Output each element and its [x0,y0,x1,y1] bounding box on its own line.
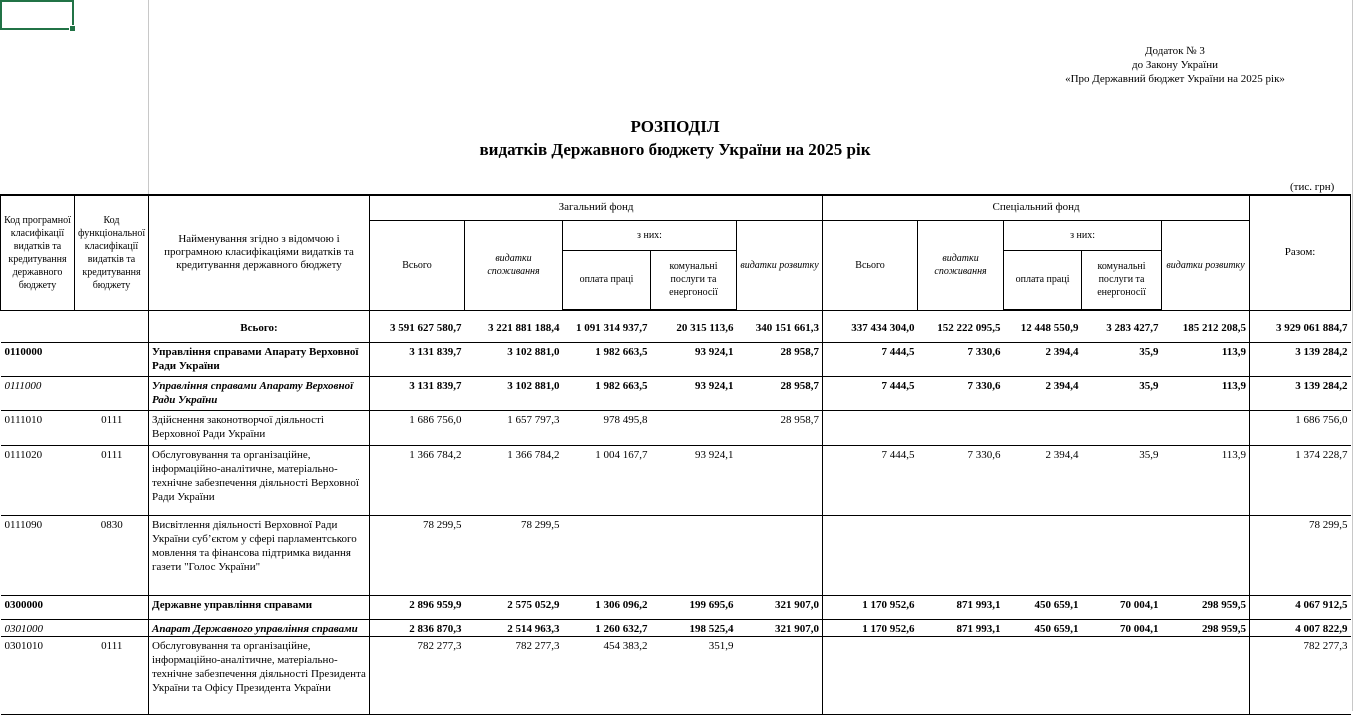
value-cell: 93 924,1 [651,376,737,410]
value-cell [918,515,1004,595]
value-cell: 113,9 [1162,342,1250,376]
value-cell: 1 982 663,5 [563,342,651,376]
value-cell: 35,9 [1082,342,1162,376]
value-cell: 1 306 096,2 [563,595,651,619]
value-cell: 198 525,4 [651,619,737,636]
value-cell: 321 907,0 [737,595,823,619]
header-sf-total: Всього [823,220,918,310]
table-row [1,515,1351,595]
value-cell: 337 434 304,0 [823,310,918,342]
value-cell: 782 277,3 [370,636,465,714]
header-sf-utilities: комунальні послуги та енергоносії [1082,250,1162,310]
value-cell: 35,9 [1082,445,1162,515]
value-cell: 113,9 [1162,445,1250,515]
value-cell: 78 299,5 [1250,515,1351,595]
value-cell: 1 366 784,2 [465,445,563,515]
header-sf-of-which: з них: [1004,220,1162,250]
value-cell: 1 091 314 937,7 [563,310,651,342]
row-name-cell: Державне управління справами [149,595,370,619]
value-cell: 3 283 427,7 [1082,310,1162,342]
value-cell: 4 007 822,9 [1250,619,1351,636]
header-sf-development: видатки розвитку [1162,220,1250,310]
table-row [1,310,1351,342]
value-cell: 1 004 167,7 [563,445,651,515]
value-cell: 2 394,4 [1004,342,1082,376]
value-cell: 298 959,5 [1162,619,1250,636]
value-cell: 871 993,1 [918,595,1004,619]
value-cell: 450 659,1 [1004,595,1082,619]
value-cell: 782 277,3 [1250,636,1351,714]
value-cell: 7 330,6 [918,342,1004,376]
value-cell: 2 394,4 [1004,445,1082,515]
program-code-cell: 0301010 [1,636,75,714]
value-cell: 351,9 [651,636,737,714]
addendum-line-3: «Про Державний бюджет України на 2025 рік» [1065,73,1285,85]
value-cell: 7 444,5 [823,342,918,376]
table-row [1,619,1351,636]
value-cell [1082,410,1162,445]
functional-code-cell [75,619,149,636]
value-cell [1082,515,1162,595]
row-name-cell: Здійснення законотворчої діяльності Верховної Ради України [149,410,370,445]
table-row [1,410,1351,445]
value-cell: 3 221 881 188,4 [465,310,563,342]
value-cell [1162,515,1250,595]
header-gf-consumption: видатки споживання [465,220,563,310]
value-cell: 3 131 839,7 [370,342,465,376]
header-functional-code: Код функціональної класифікації видатків та кредитування бюджету [75,195,149,310]
value-cell: 78 299,5 [370,515,465,595]
program-code-cell: 0301000 [1,619,75,636]
document-title: РОЗПОДІЛ [630,117,720,136]
row-name-cell: Обслуговування та організаційне, інформаційно-аналітичне, матеріально-технічне забезпечення діяльності Верховної Ради України [149,445,370,515]
header-gf-development: видатки розвитку [737,220,823,310]
value-cell: 298 959,5 [1162,595,1250,619]
header-gf-of-which: з них: [563,220,737,250]
header-gf-total: Всього [370,220,465,310]
value-cell [651,515,737,595]
value-cell: 7 444,5 [823,445,918,515]
value-cell [1162,410,1250,445]
header-grand-total: Разом: [1250,195,1351,310]
value-cell: 70 004,1 [1082,619,1162,636]
fill-handle[interactable] [69,25,76,32]
value-cell: 199 695,6 [651,595,737,619]
value-cell: 1 170 952,6 [823,595,918,619]
header-special-fund: Спеціальний фонд [823,195,1250,220]
value-cell [1162,636,1250,714]
program-code-cell: 0111000 [1,376,75,410]
value-cell [563,515,651,595]
value-cell: 3 102 881,0 [465,342,563,376]
header-name: Найменування згідно з відомчою і програмною класифікаціями видатків та кредитування державного бюджету [149,195,370,310]
units-label: (тис. грн) [1290,181,1335,193]
value-cell: 93 924,1 [651,445,737,515]
value-cell: 2 514 963,3 [465,619,563,636]
value-cell [918,636,1004,714]
program-code-cell: 0111020 [1,445,75,515]
value-cell: 1 366 784,2 [370,445,465,515]
grid-column-line [1352,0,1353,711]
budget-table-body [1,310,1351,714]
value-cell: 1 260 632,7 [563,619,651,636]
addendum-note [1050,44,1300,86]
selected-cell[interactable] [0,0,74,30]
value-cell: 3 929 061 884,7 [1250,310,1351,342]
row-name-cell: Всього: [149,310,370,342]
addendum-line-2: до Закону України [1131,59,1219,71]
row-name-cell: Висвітлення діяльності Верховної Ради України суб’єктом у сфері парламентського мовлення та фінансова підтримка видання газети "Голос України" [149,515,370,595]
value-cell: 978 495,8 [563,410,651,445]
value-cell: 2 394,4 [1004,376,1082,410]
header-sf-consumption: видатки споживання [918,220,1004,310]
value-cell [1004,410,1082,445]
program-code-cell: 0111090 [1,515,75,595]
table-row [1,595,1351,619]
value-cell: 3 139 284,2 [1250,342,1351,376]
value-cell: 7 444,5 [823,376,918,410]
value-cell [1004,636,1082,714]
table-row [1,445,1351,515]
value-cell: 93 924,1 [651,342,737,376]
value-cell: 1 686 756,0 [1250,410,1351,445]
value-cell: 2 836 870,3 [370,619,465,636]
value-cell: 3 102 881,0 [465,376,563,410]
value-cell [823,636,918,714]
value-cell [737,445,823,515]
value-cell [651,410,737,445]
value-cell [1004,515,1082,595]
program-code-cell: 0110000 [1,342,75,376]
value-cell: 321 907,0 [737,619,823,636]
table-row [1,376,1351,410]
functional-code-cell [75,342,149,376]
value-cell: 1 686 756,0 [370,410,465,445]
value-cell: 7 330,6 [918,376,1004,410]
functional-code-cell: 0111 [75,636,149,714]
header-gf-wages: оплата праці [563,250,651,310]
value-cell: 1 982 663,5 [563,376,651,410]
value-cell [918,410,1004,445]
program-code-cell: 0300000 [1,595,75,619]
value-cell: 12 448 550,9 [1004,310,1082,342]
value-cell: 871 993,1 [918,619,1004,636]
value-cell [1082,636,1162,714]
addendum-line-1: Додаток № 3 [1145,45,1205,57]
row-name-cell: Управління справами Апарату Верховної Ради України [149,376,370,410]
program-code-cell [1,310,75,342]
document-subtitle: видатків Державного бюджету України на 2025 рік [479,140,871,159]
header-gf-utilities: комунальні послуги та енергоносії [651,250,737,310]
value-cell: 4 067 912,5 [1250,595,1351,619]
header-program-code: Код програмної класифікації видатків та кредитування державного бюджету [1,195,75,310]
header-general-fund: Загальний фонд [370,195,823,220]
functional-code-cell: 0111 [75,445,149,515]
value-cell: 20 315 113,6 [651,310,737,342]
table-row [1,636,1351,714]
value-cell: 28 958,7 [737,342,823,376]
value-cell: 2 575 052,9 [465,595,563,619]
value-cell: 78 299,5 [465,515,563,595]
value-cell [737,636,823,714]
value-cell: 782 277,3 [465,636,563,714]
value-cell: 3 139 284,2 [1250,376,1351,410]
table-row [1,342,1351,376]
value-cell: 3 131 839,7 [370,376,465,410]
value-cell: 152 222 095,5 [918,310,1004,342]
functional-code-cell [75,595,149,619]
row-name-cell: Апарат Державного управління справами [149,619,370,636]
header-sf-wages: оплата праці [1004,250,1082,310]
functional-code-cell [75,376,149,410]
value-cell: 2 896 959,9 [370,595,465,619]
functional-code-cell [75,310,149,342]
row-name-cell: Обслуговування та організаційне, інформаційно-аналітичне, матеріально-технічне забезпечення діяльності Президента України та Офісу Президента України [149,636,370,714]
value-cell: 1 170 952,6 [823,619,918,636]
value-cell: 7 330,6 [918,445,1004,515]
value-cell: 28 958,7 [737,410,823,445]
functional-code-cell: 0111 [75,410,149,445]
program-code-cell: 0111010 [1,410,75,445]
value-cell [737,515,823,595]
value-cell: 28 958,7 [737,376,823,410]
value-cell: 454 383,2 [563,636,651,714]
value-cell: 340 151 661,3 [737,310,823,342]
row-name-cell: Управління справами Апарату Верховної Ради України [149,342,370,376]
value-cell: 70 004,1 [1082,595,1162,619]
value-cell: 35,9 [1082,376,1162,410]
value-cell [823,515,918,595]
value-cell: 113,9 [1162,376,1250,410]
value-cell: 450 659,1 [1004,619,1082,636]
functional-code-cell: 0830 [75,515,149,595]
value-cell: 1 657 797,3 [465,410,563,445]
value-cell [823,410,918,445]
budget-table [0,194,1351,715]
value-cell: 185 212 208,5 [1162,310,1250,342]
value-cell: 1 374 228,7 [1250,445,1351,515]
value-cell: 3 591 627 580,7 [370,310,465,342]
